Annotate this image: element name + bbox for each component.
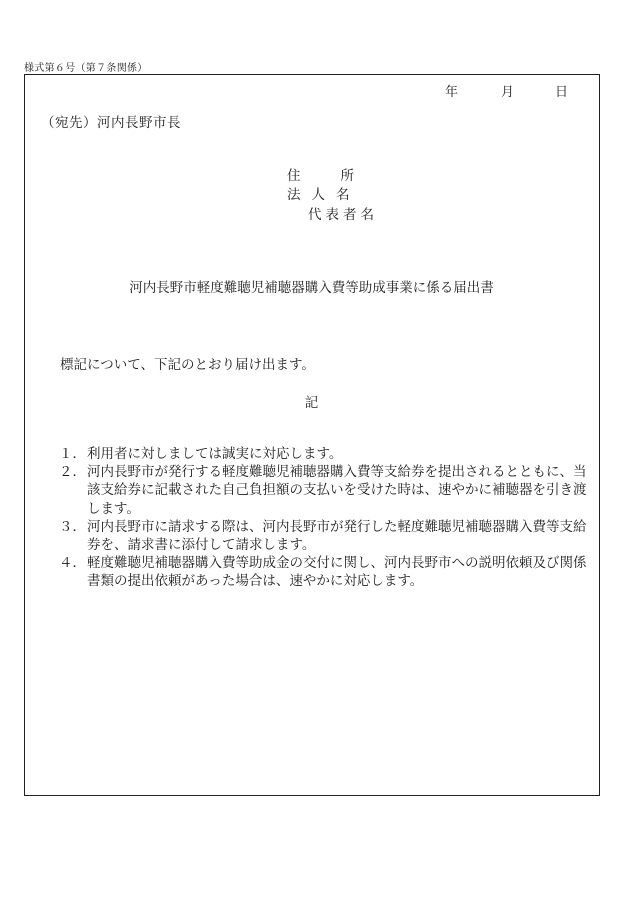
list-item	[59, 554, 599, 590]
item-text: 河内長野市が発行する軽度難聴児補聴器購入費等支給券を提出されるとともに、当該支給券に記載された自己負担額の支払いを受けた時は、速やかに補聴器を引き渡します。	[87, 464, 587, 517]
form-frame	[24, 74, 600, 796]
item-number: ２．	[59, 464, 86, 481]
item-text: 軽度難聴児補聴器購入費等助成金の交付に関し、河内長野市への説明依頼及び関係書類の提出依頼があった場合は、速やかに対応します。	[87, 555, 587, 590]
date-month-label: 月	[501, 85, 515, 100]
intro-text: 標記について、下記のとおり届け出ます。	[60, 357, 315, 373]
address-label: 住所	[287, 168, 394, 184]
list-item	[59, 518, 599, 554]
ki-heading: 記	[304, 395, 319, 411]
list-item	[59, 445, 599, 463]
item-text: 河内長野市に請求する際は、河内長野市が発行した軽度難聴児補聴器購入費等支給券を、請求書に添付して請求します。	[87, 518, 587, 554]
list-item	[59, 463, 599, 518]
corporation-name-label: 法人名	[287, 187, 361, 203]
date-day-label: 日	[555, 85, 569, 100]
form-number-label: 様式第６号（第７条関係）	[24, 63, 148, 74]
document-title: 河内長野市軽度難聴児補聴器購入費等助成事業に係る届出書	[129, 280, 494, 296]
pledge-list	[59, 445, 599, 591]
addressee: （宛先）河内長野市長	[41, 115, 181, 131]
item-number: ４．	[59, 555, 86, 572]
item-number: ３．	[59, 518, 86, 535]
date-year-label: 年	[445, 85, 459, 100]
representative-name-label: 代表者名	[308, 207, 378, 223]
item-text: 利用者に対しましては誠実に対応します。	[87, 446, 343, 462]
item-number: １．	[59, 446, 86, 462]
